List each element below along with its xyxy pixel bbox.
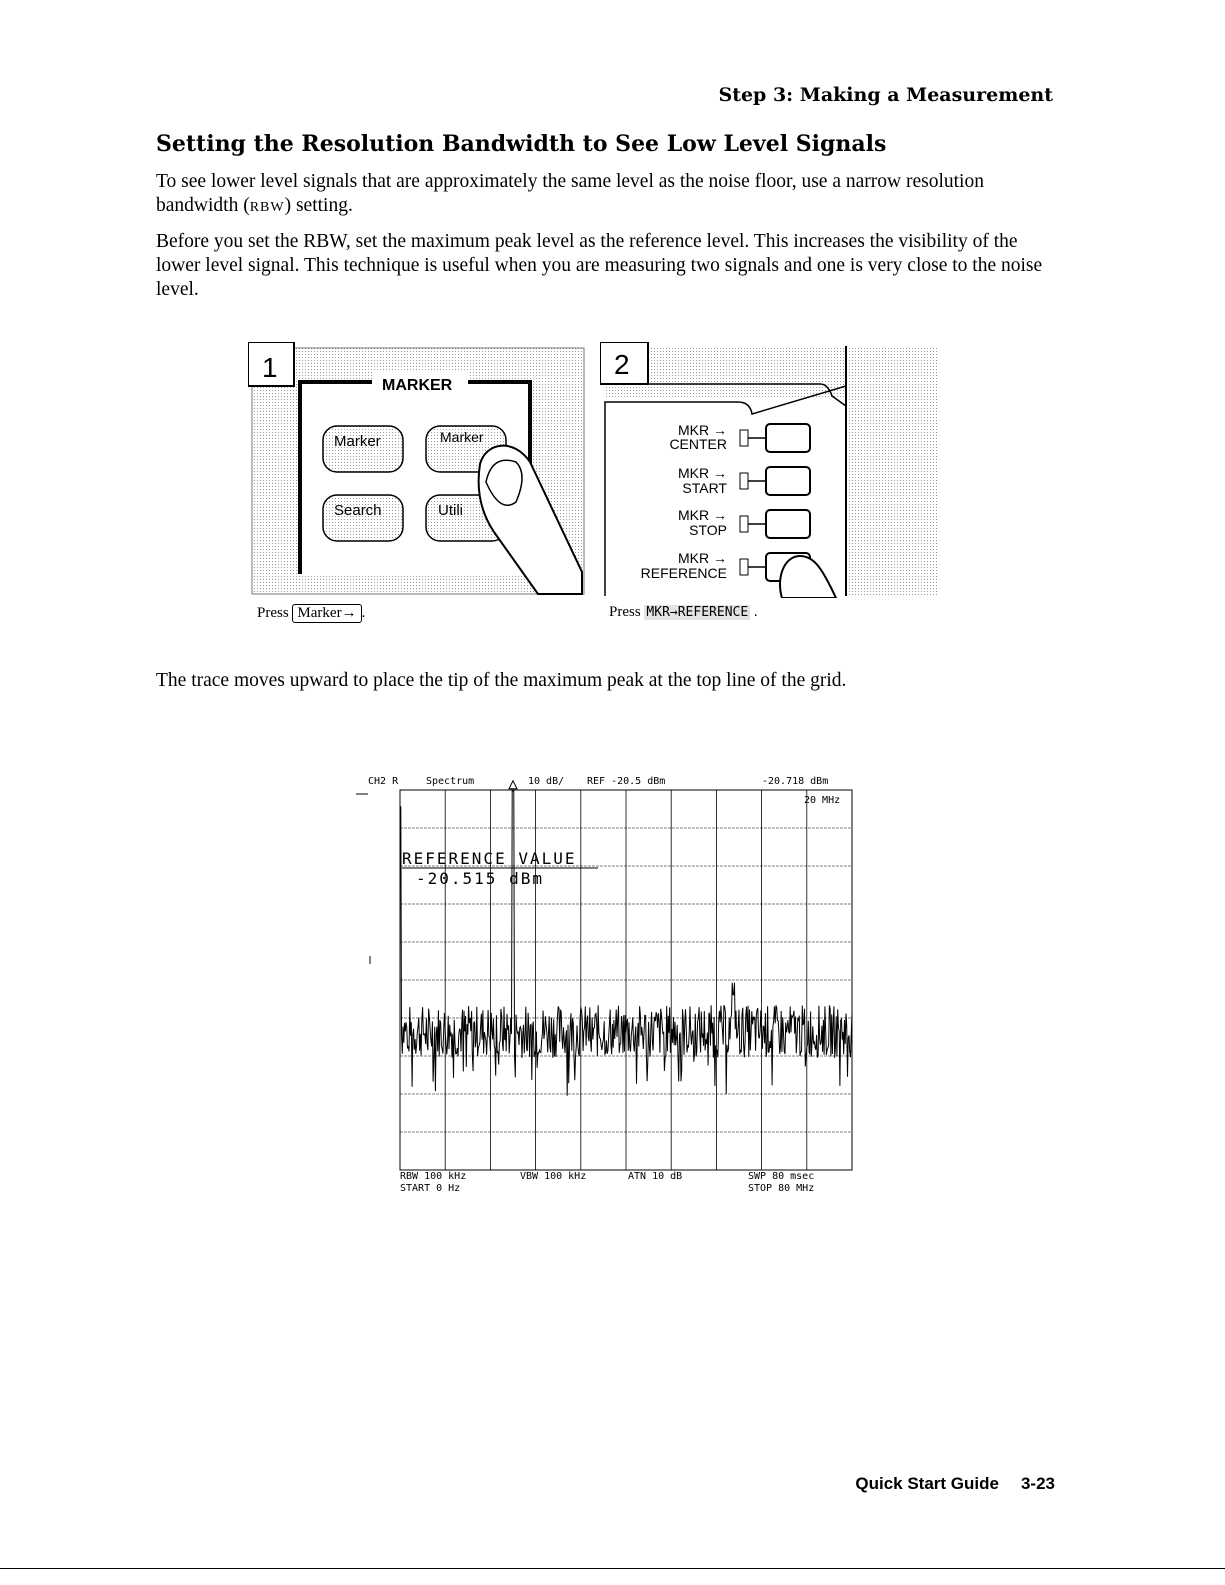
rbw-label: RBW 100 kHz	[400, 1171, 467, 1182]
svg-text:REFERENCE: REFERENCE	[640, 565, 727, 581]
svg-text:MKR →: MKR →	[678, 422, 727, 438]
annotation-reference-value: REFERENCE VALUE	[402, 849, 577, 868]
softkey-mkr-stop	[678, 507, 810, 538]
figure-marker-panel	[248, 342, 588, 598]
step-number-1: 1	[262, 352, 278, 383]
softkey-mkr-start	[678, 465, 810, 496]
svg-text:STOP: STOP	[689, 522, 727, 538]
section-title: Setting the Resolution Bandwidth to See Low Level Signals	[156, 131, 887, 157]
marker-amplitude-label: -20.718 dBm	[762, 776, 829, 787]
bottom-rule	[0, 1568, 1225, 1569]
finger-icon	[780, 556, 836, 598]
reference-level-label: REF -20.5 dBm	[587, 776, 666, 787]
attenuation-label: ATN 10 dB	[628, 1171, 683, 1182]
marker-arrow-keycap: Marker→	[292, 604, 361, 623]
marker-panel-label: MARKER	[382, 377, 453, 394]
paragraph-intro: To see lower level signals that are approximately the same level as the noise floor, use a narrow resolution bandwidth (RBW) setting.	[156, 171, 984, 216]
caption-press-marker: Press Marker→ .	[257, 605, 366, 621]
scale-label: 10 dB/	[528, 776, 565, 787]
start-frequency-label: START 0 Hz	[400, 1183, 461, 1194]
stop-frequency-label: STOP 80 MHz	[748, 1183, 815, 1194]
svg-text:CENTER: CENTER	[669, 436, 727, 452]
paragraph-technique: Before you set the RBW, set the maximum peak level as the reference level. This increases the visibility of the lower level signal. This technique is useful when you are measuring two signals and one is very close to the noise level.	[156, 231, 1043, 300]
svg-text:MKR →: MKR →	[678, 507, 727, 523]
svg-text:START: START	[682, 480, 727, 496]
running-header: Step 3: Making a Measurement	[718, 84, 1053, 106]
page-footer: Quick Start Guide 3-23	[855, 1474, 1055, 1493]
paragraph-result: The trace moves upward to place the tip of the maximum peak at the top line of the grid.	[156, 670, 847, 691]
caption-press-mkr-reference: Press MKR→REFERENCE .	[609, 604, 758, 620]
svg-text:MKR →: MKR →	[678, 550, 727, 566]
vbw-label: VBW 100 kHz	[520, 1171, 587, 1182]
svg-text:Search: Search	[334, 502, 382, 519]
svg-text:Marker: Marker	[334, 433, 381, 450]
sweep-time-label: SWP 80 msec	[748, 1171, 815, 1182]
annotation-reference-amplitude: -20.515 dBm	[416, 869, 544, 888]
spectrum-display	[350, 770, 860, 1200]
svg-text:Marker: Marker	[440, 429, 484, 445]
marker-icon	[509, 781, 517, 789]
mkr-reference-softkey: MKR→REFERENCE	[646, 605, 749, 620]
channel-label: CH2 R	[368, 776, 399, 787]
step-number-2: 2	[614, 349, 630, 380]
mode-label: Spectrum	[426, 776, 475, 787]
svg-text:MKR →: MKR →	[678, 465, 727, 481]
softkey-mkr-center	[669, 422, 810, 452]
figure-softkeys	[600, 342, 940, 598]
svg-text:Utili: Utili	[438, 502, 463, 519]
display-grid	[400, 781, 852, 1170]
marker-frequency-label: 20 MHz	[804, 795, 841, 806]
